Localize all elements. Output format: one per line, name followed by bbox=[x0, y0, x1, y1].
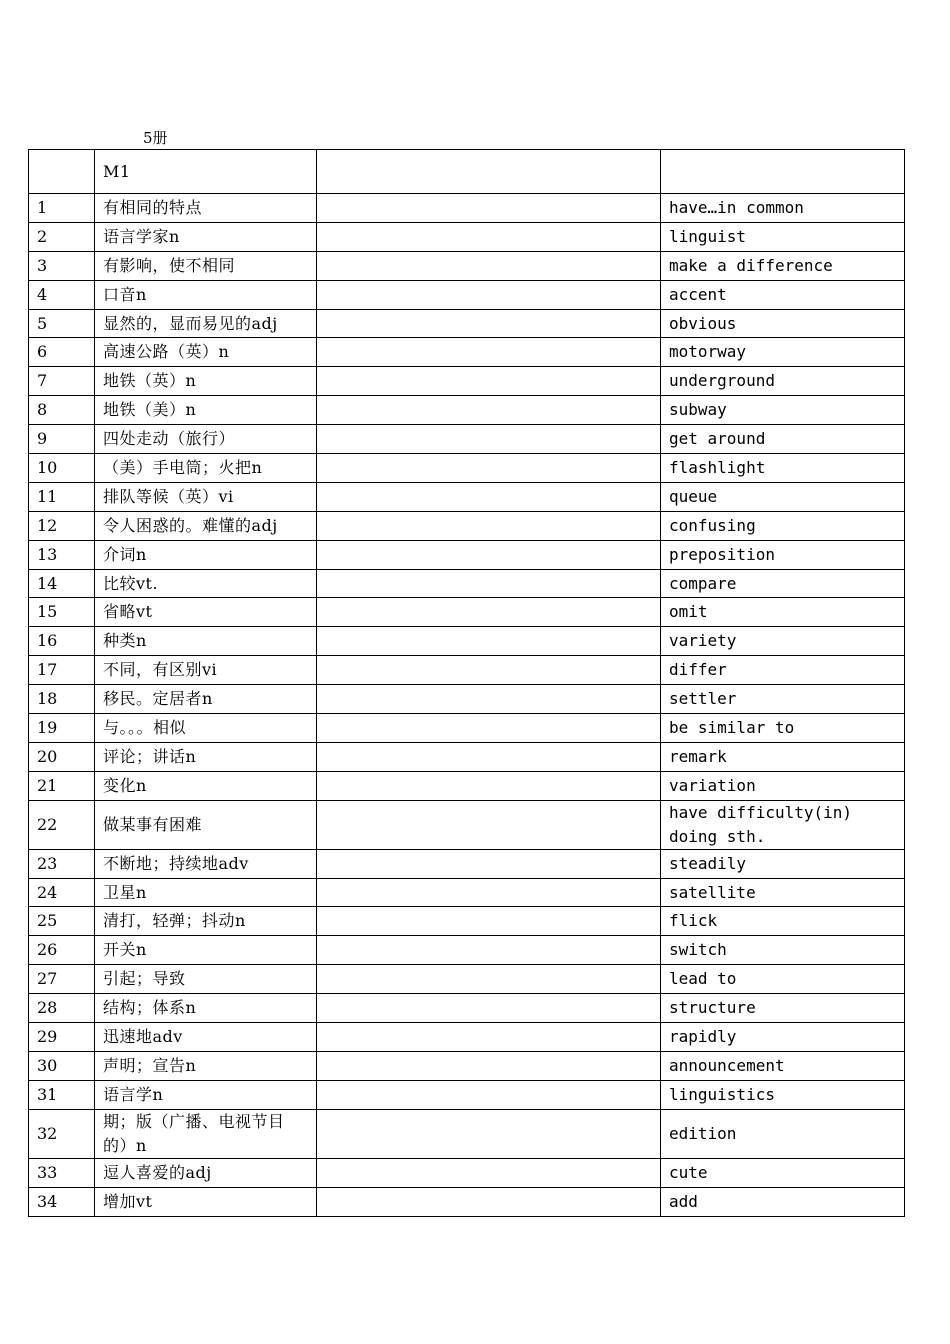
english-term: omit bbox=[661, 598, 905, 627]
blank-cell bbox=[317, 540, 661, 569]
blank-cell bbox=[317, 627, 661, 656]
row-number: 16 bbox=[29, 627, 95, 656]
table-row bbox=[29, 1187, 905, 1216]
chinese-meaning: 迅速地adv bbox=[95, 1023, 317, 1052]
table-row bbox=[29, 1023, 905, 1052]
blank-cell bbox=[317, 656, 661, 685]
chinese-meaning: 四处走动（旅行） bbox=[95, 425, 317, 454]
blank-cell bbox=[317, 1051, 661, 1080]
chinese-meaning: 不同，有区别vi bbox=[95, 656, 317, 685]
blank-cell bbox=[317, 511, 661, 540]
chinese-meaning: 清打，轻弹；抖动n bbox=[95, 907, 317, 936]
blank-cell bbox=[317, 714, 661, 743]
english-term: obvious bbox=[661, 309, 905, 338]
chinese-meaning: 口音n bbox=[95, 280, 317, 309]
table-row bbox=[29, 800, 905, 849]
module-label: M1 bbox=[95, 150, 317, 194]
row-number: 21 bbox=[29, 771, 95, 800]
chinese-meaning: 增加vt bbox=[95, 1187, 317, 1216]
row-number: 32 bbox=[29, 1109, 95, 1158]
english-term: compare bbox=[661, 569, 905, 598]
row-number: 17 bbox=[29, 656, 95, 685]
blank-cell bbox=[317, 1187, 661, 1216]
chinese-meaning: 做某事有困难 bbox=[95, 800, 317, 849]
chinese-meaning: 有相同的特点 bbox=[95, 194, 317, 223]
vocabulary-table bbox=[28, 149, 905, 1217]
blank-cell bbox=[317, 367, 661, 396]
blank-cell bbox=[317, 878, 661, 907]
chinese-meaning: 显然的，显而易见的adj bbox=[95, 309, 317, 338]
english-term: differ bbox=[661, 656, 905, 685]
table-row bbox=[29, 194, 905, 223]
blank-cell bbox=[317, 569, 661, 598]
chinese-meaning: 语言学n bbox=[95, 1080, 317, 1109]
table-row bbox=[29, 627, 905, 656]
blank-cell bbox=[317, 800, 661, 849]
english-term: get around bbox=[661, 425, 905, 454]
table-row bbox=[29, 965, 905, 994]
english-term: linguistics bbox=[661, 1080, 905, 1109]
english-term: add bbox=[661, 1187, 905, 1216]
blank-cell bbox=[317, 396, 661, 425]
row-number: 10 bbox=[29, 454, 95, 483]
table-row bbox=[29, 280, 905, 309]
table-row bbox=[29, 849, 905, 878]
chinese-meaning: 省略vt bbox=[95, 598, 317, 627]
english-term: rapidly bbox=[661, 1023, 905, 1052]
blank-cell bbox=[317, 598, 661, 627]
chinese-meaning: 结构；体系n bbox=[95, 994, 317, 1023]
chinese-meaning: 地铁（美）n bbox=[95, 396, 317, 425]
chinese-meaning: 语言学家n bbox=[95, 222, 317, 251]
english-term: accent bbox=[661, 280, 905, 309]
english-term: queue bbox=[661, 482, 905, 511]
table-row bbox=[29, 425, 905, 454]
row-number: 13 bbox=[29, 540, 95, 569]
blank-cell bbox=[317, 425, 661, 454]
header-cell-blank bbox=[317, 150, 661, 194]
table-row bbox=[29, 656, 905, 685]
english-term: satellite bbox=[661, 878, 905, 907]
english-term: settler bbox=[661, 685, 905, 714]
english-term: remark bbox=[661, 742, 905, 771]
table-row bbox=[29, 338, 905, 367]
chinese-meaning: 不断地；持续地adv bbox=[95, 849, 317, 878]
blank-cell bbox=[317, 1023, 661, 1052]
english-term: confusing bbox=[661, 511, 905, 540]
row-number: 9 bbox=[29, 425, 95, 454]
chinese-meaning: 卫星n bbox=[95, 878, 317, 907]
row-number: 29 bbox=[29, 1023, 95, 1052]
header-cell-number bbox=[29, 150, 95, 194]
table-row bbox=[29, 771, 905, 800]
table-row bbox=[29, 251, 905, 280]
blank-cell bbox=[317, 1158, 661, 1187]
chinese-meaning: 期；版（广播、电视节目的）n bbox=[95, 1109, 317, 1158]
english-term: flashlight bbox=[661, 454, 905, 483]
english-term: variety bbox=[661, 627, 905, 656]
table-row bbox=[29, 936, 905, 965]
blank-cell bbox=[317, 482, 661, 511]
blank-cell bbox=[317, 907, 661, 936]
book-label: 5册 bbox=[143, 129, 168, 147]
table-row bbox=[29, 482, 905, 511]
row-number: 5 bbox=[29, 309, 95, 338]
chinese-meaning: 令人困惑的。难懂的adj bbox=[95, 511, 317, 540]
english-term: subway bbox=[661, 396, 905, 425]
english-term: structure bbox=[661, 994, 905, 1023]
english-term: underground bbox=[661, 367, 905, 396]
english-term: motorway bbox=[661, 338, 905, 367]
row-number: 27 bbox=[29, 965, 95, 994]
chinese-meaning: 排队等候（英）vi bbox=[95, 482, 317, 511]
table-row bbox=[29, 1158, 905, 1187]
english-term: variation bbox=[661, 771, 905, 800]
blank-cell bbox=[317, 338, 661, 367]
table-row bbox=[29, 685, 905, 714]
blank-cell bbox=[317, 251, 661, 280]
table-row bbox=[29, 1080, 905, 1109]
chinese-meaning: 引起；导致 bbox=[95, 965, 317, 994]
row-number: 23 bbox=[29, 849, 95, 878]
row-number: 18 bbox=[29, 685, 95, 714]
english-term: flick bbox=[661, 907, 905, 936]
table-row bbox=[29, 309, 905, 338]
row-number: 19 bbox=[29, 714, 95, 743]
english-term: be similar to bbox=[661, 714, 905, 743]
row-number: 3 bbox=[29, 251, 95, 280]
row-number: 22 bbox=[29, 800, 95, 849]
blank-cell bbox=[317, 994, 661, 1023]
row-number: 24 bbox=[29, 878, 95, 907]
chinese-meaning: 声明；宣告n bbox=[95, 1051, 317, 1080]
chinese-meaning: 变化n bbox=[95, 771, 317, 800]
chinese-meaning: （美）手电筒；火把n bbox=[95, 454, 317, 483]
blank-cell bbox=[317, 280, 661, 309]
blank-cell bbox=[317, 771, 661, 800]
chinese-meaning: 种类n bbox=[95, 627, 317, 656]
row-number: 15 bbox=[29, 598, 95, 627]
row-number: 4 bbox=[29, 280, 95, 309]
table-row bbox=[29, 367, 905, 396]
row-number: 1 bbox=[29, 194, 95, 223]
chinese-meaning: 逗人喜爱的adj bbox=[95, 1158, 317, 1187]
row-number: 12 bbox=[29, 511, 95, 540]
english-term: cute bbox=[661, 1158, 905, 1187]
table-row bbox=[29, 878, 905, 907]
blank-cell bbox=[317, 194, 661, 223]
english-term: switch bbox=[661, 936, 905, 965]
row-number: 6 bbox=[29, 338, 95, 367]
table-row bbox=[29, 598, 905, 627]
chinese-meaning: 介词n bbox=[95, 540, 317, 569]
row-number: 20 bbox=[29, 742, 95, 771]
row-number: 30 bbox=[29, 1051, 95, 1080]
chinese-meaning: 移民。定居者n bbox=[95, 685, 317, 714]
blank-cell bbox=[317, 936, 661, 965]
row-number: 25 bbox=[29, 907, 95, 936]
english-term: announcement bbox=[661, 1051, 905, 1080]
english-term: make a difference bbox=[661, 251, 905, 280]
table-row bbox=[29, 1051, 905, 1080]
row-number: 26 bbox=[29, 936, 95, 965]
header-cell-english bbox=[661, 150, 905, 194]
row-number: 7 bbox=[29, 367, 95, 396]
english-term: linguist bbox=[661, 222, 905, 251]
row-number: 14 bbox=[29, 569, 95, 598]
english-term: preposition bbox=[661, 540, 905, 569]
table-row bbox=[29, 714, 905, 743]
row-number: 8 bbox=[29, 396, 95, 425]
chinese-meaning: 与。。。相似 bbox=[95, 714, 317, 743]
blank-cell bbox=[317, 309, 661, 338]
chinese-meaning: 地铁（英）n bbox=[95, 367, 317, 396]
english-term: steadily bbox=[661, 849, 905, 878]
blank-cell bbox=[317, 1109, 661, 1158]
row-number: 2 bbox=[29, 222, 95, 251]
table-row bbox=[29, 1109, 905, 1158]
table-row bbox=[29, 994, 905, 1023]
blank-cell bbox=[317, 742, 661, 771]
english-term: lead to bbox=[661, 965, 905, 994]
blank-cell bbox=[317, 1080, 661, 1109]
chinese-meaning: 开关n bbox=[95, 936, 317, 965]
blank-cell bbox=[317, 685, 661, 714]
row-number: 33 bbox=[29, 1158, 95, 1187]
blank-cell bbox=[317, 965, 661, 994]
chinese-meaning: 评论；讲话n bbox=[95, 742, 317, 771]
table-row bbox=[29, 222, 905, 251]
table-header-row bbox=[29, 150, 905, 194]
row-number: 31 bbox=[29, 1080, 95, 1109]
table-row bbox=[29, 454, 905, 483]
blank-cell bbox=[317, 454, 661, 483]
table-row bbox=[29, 742, 905, 771]
blank-cell bbox=[317, 849, 661, 878]
row-number: 11 bbox=[29, 482, 95, 511]
english-term: have difficulty(in) doing sth. bbox=[661, 800, 905, 849]
row-number: 34 bbox=[29, 1187, 95, 1216]
table-row bbox=[29, 540, 905, 569]
chinese-meaning: 有影响，使不相同 bbox=[95, 251, 317, 280]
table-row bbox=[29, 569, 905, 598]
row-number: 28 bbox=[29, 994, 95, 1023]
table-row bbox=[29, 907, 905, 936]
blank-cell bbox=[317, 222, 661, 251]
table-row bbox=[29, 511, 905, 540]
vocabulary-table-body bbox=[29, 150, 905, 1217]
chinese-meaning: 比较vt. bbox=[95, 569, 317, 598]
chinese-meaning: 高速公路（英）n bbox=[95, 338, 317, 367]
english-term: have…in common bbox=[661, 194, 905, 223]
english-term: edition bbox=[661, 1109, 905, 1158]
table-row bbox=[29, 396, 905, 425]
